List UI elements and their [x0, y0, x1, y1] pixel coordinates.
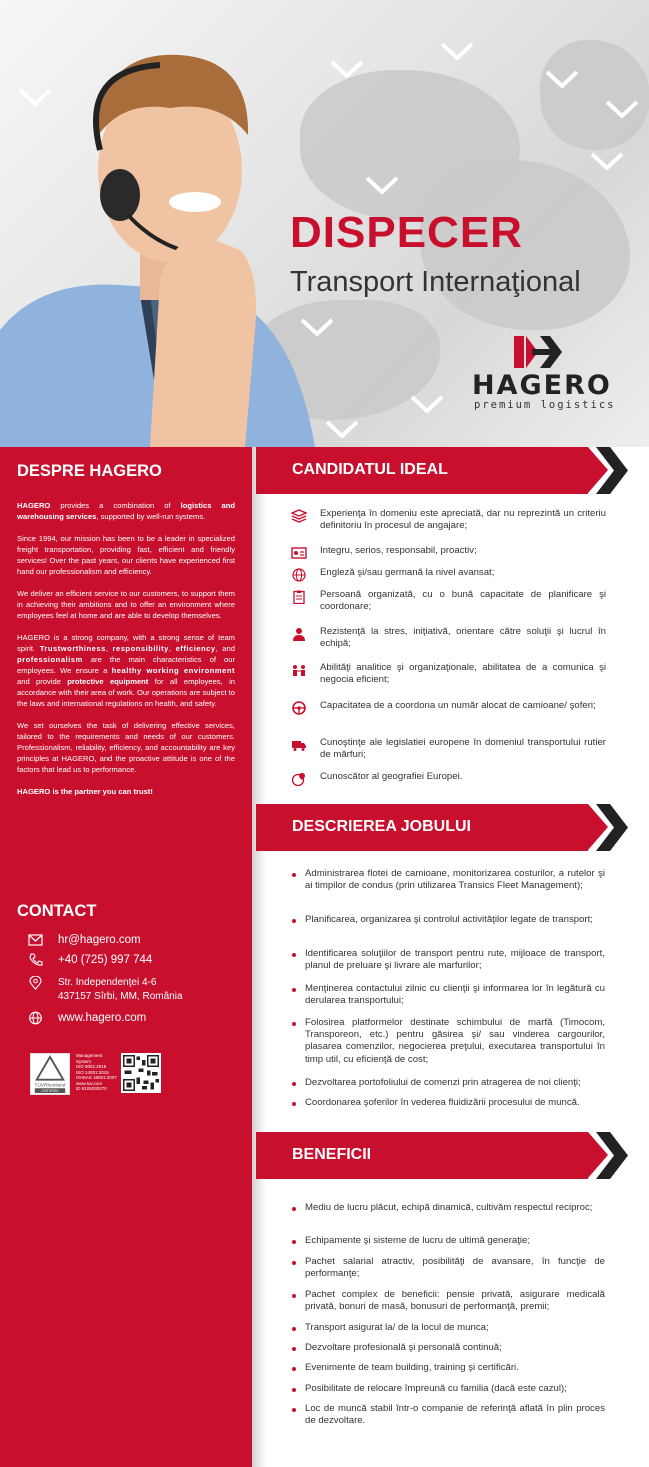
- job-item: Coordonarea şoferilor în vederea fluidizării procesului de muncă.: [292, 1097, 605, 1109]
- globe-icon: [28, 1011, 44, 1025]
- job-description-heading: DESCRIEREA JOBULUI: [292, 818, 471, 835]
- clipboard-icon: [291, 590, 307, 604]
- benefit-item: Echipamente şi sisteme de lucru de ultimă generaţie;: [292, 1235, 605, 1247]
- chevron-mark-icon: [330, 60, 364, 78]
- benefit-item: Pachet complex de beneficii: pensie privată, asigurare medicală privată, bonuri de masă, bonusuri de performanţă, premii;: [292, 1289, 605, 1313]
- job-item: Folosirea platformelor destinate schimbului de marfă (Timocom, Transporeon, etc.) pentru găsirea şi/ sau vinderea cargourilor, plasarea comenzilor, negocierea preţului, executarea transportului în timp util, cu eficienţă de cost;: [292, 1017, 605, 1066]
- svg-text:TÜVRheinland: TÜVRheinland: [34, 1083, 66, 1089]
- hero-banner: [0, 0, 649, 447]
- address-line: 437157 Sîrbi, MM, România: [58, 991, 183, 1002]
- benefit-item: Pachet salarial atractiv, posibilităţi de avansare, în funcţie de performanţe;: [292, 1256, 605, 1280]
- about-text: [17, 500, 235, 808]
- ideal-item: Abilităţi analitice şi organizaţionale, abilitatea de a comunica şi negocia eficient;: [291, 662, 606, 686]
- qr-code[interactable]: [121, 1053, 161, 1093]
- benefit-item: Dezvoltare profesională şi personală continuă;: [292, 1342, 605, 1354]
- benefit-item: Loc de muncă stabil într-o companie de referinţă aflată în plin proces de dezvoltare.: [292, 1403, 605, 1427]
- globe-icon: [291, 568, 307, 582]
- job-item: Identificarea soluţiilor de transport pentru rute, mijloace de transport, planul de preluare şi livrare ale marfurilor;: [292, 948, 605, 972]
- job-item: Administrarea flotei de camioane, monitorizarea costurilor, a rutelor şi ai timpilor de condus (prin utilizarea Transics Fleet Management);: [292, 868, 605, 892]
- about-tagline: HAGERO is the partner you can trust!: [17, 787, 153, 796]
- tuv-logo-icon: [31, 1054, 69, 1094]
- ideal-item: Cunoscător al geografiei Europei.: [291, 771, 606, 786]
- location-pin-icon: [28, 976, 44, 990]
- phone-icon: [28, 953, 44, 967]
- chevron-mark-icon: [325, 420, 359, 438]
- ideal-item: Persoană organizată, cu o bună capacitate de planificare şi coordonare;: [291, 589, 606, 613]
- job-item: Menţinerea contactului zilnic cu clienţii şi informarea lor în legătură cu derularea transportului;: [292, 983, 605, 1007]
- person-icon: [291, 627, 307, 641]
- ideal-item: Engleză şi/sau germană la nivel avansat;: [291, 567, 606, 582]
- id-card-icon: [291, 546, 307, 560]
- chevron-mark-icon: [590, 152, 624, 170]
- about-paragraph: HAGERO provides a combination of logistics and warehousing services, supported by well-run systems.: [17, 501, 235, 521]
- certification-details: Management System ISO 9001:2015 ISO 14001:2015 OHSAS 18001:2007 www.tuv.com ID 9105030270: [76, 1053, 117, 1091]
- about-paragraph: Since 1994, our mission has been to be a leader in specialized freight transportation, providing fast, efficient and friendly services! Over the past years, our clients have experienced first hand our professionalism and efficiency.: [17, 534, 235, 576]
- ideal-item: Capacitatea de a coordona un număr alocat de camioane/ şoferi;: [291, 700, 606, 715]
- svg-text:CERTIFIED: CERTIFIED: [41, 1089, 59, 1094]
- chevron-mark-icon: [365, 176, 399, 194]
- benefit-item: Evenimente de team building, training şi certificări.: [292, 1362, 605, 1374]
- chevron-mark-icon: [410, 395, 444, 413]
- logo-tagline: premium logistics: [474, 399, 616, 411]
- chevron-right-icon: [586, 804, 628, 851]
- benefits-banner: [256, 1132, 628, 1179]
- contact-website[interactable]: www.hagero.com: [28, 1011, 146, 1025]
- qr-code-icon: [123, 1055, 159, 1091]
- truck-icon: [291, 738, 307, 752]
- about-paragraph: HAGERO is a strong company, with a strong sense of team spirit. Trustworthiness, responsibility, efficiency, and professionalism are the main characteristics of our employees. We ensure a healthy working environment and provide protective equipment for all employees, in accordance with their area of work. Our operations are subject to the laws and international regulations on health, and safety.: [17, 633, 235, 708]
- dispatcher-photo: [0, 30, 330, 447]
- ideal-item: Integru, serios, responsabil, proactiv;: [291, 545, 606, 560]
- steering-icon: [291, 701, 307, 715]
- job-item: Planificarea, organizarea şi controlul activităţilor legate de transport;: [292, 914, 605, 926]
- sidebar-shadow: [252, 447, 266, 1467]
- contact-address: [28, 976, 183, 1004]
- ideal-item: Experienţa în domeniu este apreciată, dar nu reprezintă un criteriu definitoriu în procesul de angajare;: [291, 508, 606, 532]
- logo-name: HAGERO: [472, 370, 612, 401]
- benefit-item: Posibilitate de relocare împreună cu familia (dacă este cazul);: [292, 1383, 605, 1395]
- job-description-banner: [256, 804, 628, 851]
- job-item: Dezvoltarea portofoliului de comenzi prin atragerea de noi clienţi;: [292, 1077, 605, 1089]
- chevron-mark-icon: [440, 42, 474, 60]
- about-paragraph: We deliver an efficient service to our customers, to support them in achieving their ambitions and to offer an environment where employees feel at home and are able to develop themselves.: [17, 589, 235, 620]
- job-subtitle: Transport Internaţional: [290, 266, 581, 298]
- contact-heading: CONTACT: [17, 902, 97, 920]
- hagero-logo-icon: [514, 336, 562, 368]
- about-paragraph: We set ourselves the task of delivering effective services, tailored to the requirements and needs of our customers. Professionalism, reliability, efficiency, and accountability are key principles at HAGERO, and the proactive attitude is one of the factors that lead us to performance.: [17, 721, 235, 774]
- job-title: DISPECER: [290, 208, 523, 257]
- team-icon: [291, 663, 307, 677]
- chevron-mark-icon: [605, 100, 639, 118]
- benefit-item: Transport asigurat la/ de la locul de munca;: [292, 1322, 605, 1334]
- benefit-item: Mediu de lucru plăcut, echipă dinamică, cultivăm respectul reciproc;: [292, 1202, 605, 1214]
- ideal-item: Cunoştinţe ale legislatiei europene în domeniul transportului rutier de mărfuri;: [291, 737, 606, 761]
- chevron-right-icon: [586, 447, 628, 494]
- envelope-icon: [28, 933, 44, 947]
- contact-email[interactable]: hr@hagero.com: [28, 933, 141, 947]
- tuv-certification-badge: [30, 1053, 70, 1095]
- ideal-candidate-heading: CANDIDATUL IDEAL: [292, 461, 448, 478]
- address-line: Str. Independenţei 4-6: [58, 977, 157, 988]
- chevron-right-icon: [586, 1132, 628, 1179]
- ideal-item: Rezistenţă la stres, iniţiativă, orientare către soluţii şi lucrul în echipă;: [291, 626, 606, 650]
- layers-icon: [291, 509, 307, 523]
- world-map-shape: [540, 40, 649, 150]
- chevron-mark-icon: [545, 70, 579, 88]
- about-heading: DESPRE HAGERO: [17, 462, 162, 480]
- contact-phone[interactable]: +40 (725) 997 744: [28, 953, 152, 967]
- ideal-candidate-banner: [256, 447, 628, 494]
- map-pin-globe-icon: [291, 772, 307, 786]
- benefits-heading: BENEFICII: [292, 1146, 372, 1163]
